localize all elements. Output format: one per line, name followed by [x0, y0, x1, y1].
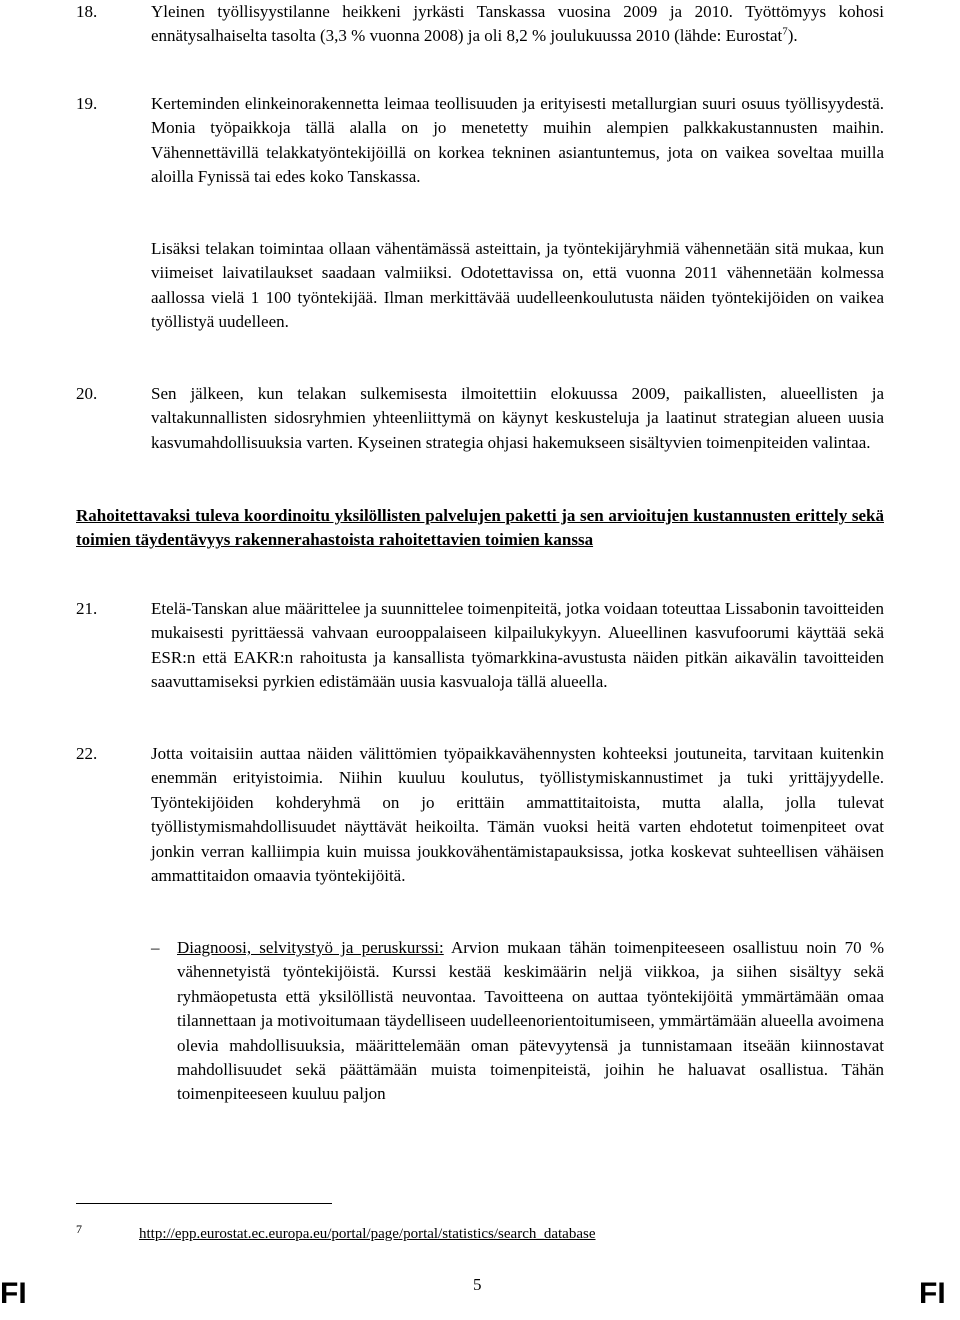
paragraph-text-continued: Lisäksi telakan toimintaa ollaan vähentämässä asteittain, ja työntekijäryhmiä vähennetään sitä mukaa, kun viimeiset laivatilaukset saadaan valmiiksi. Odotettavissa on, että vuonna 2011 vähennetään kolmessa aallossa vielä 1 100 työntekijää. Ilman merkittävää uudelleenkoulutusta näiden työntekijöiden on vaikea työllistyä uudelleen. [151, 239, 884, 332]
footer-language-code-right: FI [919, 1277, 946, 1310]
paragraph-text: Sen jälkeen, kun telakan sulkemisesta ilmoitettiin elokuussa 2009, paikallisten, alueellisten ja valtakunnallisten sidosryhmien yhteenliittymä on käynyt keskusteluja ja laatinut strategian alueen uusia kasvumahdollisuuksia varten. Kyseinen strategia ohjasi hakemukseen sisältyvien toimenpiteiden valintaa. [151, 384, 884, 452]
footnote-separator [76, 1203, 332, 1204]
paragraph-number: 20. [76, 384, 98, 403]
footer-language-code-left: FI [0, 1277, 27, 1310]
bullet-text: Arvion mukaan tähän toimenpiteeseen osallistuu noin 70 % vähennetyistä työntekijöistä. Kurssi kestää keskimäärin neljä viikkoa, ja siihen sisältyy sekä ryhmäopetusta että yksilöllistä neuvontaa. Tavoitteena on auttaa työntekijöitä ymmärtämään omaa tilannettaan ja motivoitumaan täydelliseen uudelleenorientoitumiseen, ymmärtämään alueella avoimena olevia mahdollisuuksia, määrittelemään oman pätevyytensä ja tunnistamaan itseään kiinnostavat mahdollisuudet sekä päättämään muista toimenpiteistä, joihin he haluavat osallistua. Tähän toimenpiteeseen kuuluu paljon [177, 938, 884, 1104]
bullet-item [177, 936, 884, 1107]
paragraph-text [151, 0, 884, 49]
bullet-dash: – [151, 938, 160, 957]
footnote-reference[interactable]: 7 [782, 25, 788, 38]
paragraph-number: 21. [76, 599, 98, 618]
section-heading: Rahoitettavaksi tuleva koordinoitu yksilöllisten palvelujen paketti ja sen arvioitujen kustannusten erittely sekä toimien täydentävyys rakennerahastoista rahoitettavien toimien kanssa [76, 506, 884, 550]
paragraph-text: Kerteminden elinkeinorakennetta leimaa teollisuuden ja erityisesti metallurgian suuri osuus työllisyydestä. Monia työpaikkoja tällä alalla on jo menetetty muihin alempien palkkakustannusten maihin. Vähennettävillä telakkatyöntekijöillä on korkea tekninen asiantuntemus, jota on vaikea soveltaa muilla aloilla Fynissä tai edes koko Tanskassa. [151, 94, 884, 187]
footnote-link[interactable]: http://epp.eurostat.ec.europa.eu/portal/page/portal/statistics/search_database [139, 1226, 596, 1242]
bullet-title: Diagnoosi, selvitystyö ja peruskurssi: [177, 938, 444, 957]
paragraph-number: 18. [76, 2, 98, 21]
paragraph-18-text-end: ). [787, 26, 798, 46]
page-number: 5 [473, 1275, 482, 1294]
paragraph-number: 22. [76, 744, 98, 763]
paragraph-text: Jotta voitaisiin auttaa näiden välittömien työpaikkavähennysten kohteeksi joutuneita, tarvitaan kuitenkin enemmän erityistoimia. Niihin kuuluu koulutus, työllistymiskannustimet ja tuki yrittäjyydelle. Työntekijöiden kohderyhmä on jo erittäin ammattitaitoista, mutta alalla, jolla tulevat työllistymismahdollisuudet näyttävät heikoilta. Tämän vuoksi heitä varten ehdotetut toimenpiteet ovat jonkin verran kalliimpia kuin muissa joukkovähentämistapauksissa, jotka koskevat suhteellisen vähäisen ammattitaidon omaavia työntekijöitä. [151, 744, 884, 886]
paragraph-18-text: Yleinen työllisyystilanne heikkeni jyrkästi Tanskassa vuosina 2009 ja 2010. Työttömyys kohosi ennätysalhaiselta tasolta (3,3 % vuonna 2008) ja oli 8,2 % joulukuussa 2010 (lähde: Eurostat [151, 2, 884, 46]
paragraph-text: Etelä-Tanskan alue määrittelee ja suunnittelee toimenpiteitä, jotka voidaan toteuttaa Lissabonin tavoitteiden mukaisesti pyrittäessä vahvaan eurooppalaiseen kilpailukykyyn. Alueellinen kasvufoorumi käyttää sekä ESR:n että EAKR:n rahoitusta ja kansallista työmarkkina-avustusta näiden pitkän aikavälin tavoitteiden saavuttamiseksi pyrkien edistämään uusia kasvualoja tällä alueella. [151, 599, 884, 692]
paragraph-number: 19. [76, 94, 98, 113]
footnote-number: 7 [76, 1222, 82, 1236]
